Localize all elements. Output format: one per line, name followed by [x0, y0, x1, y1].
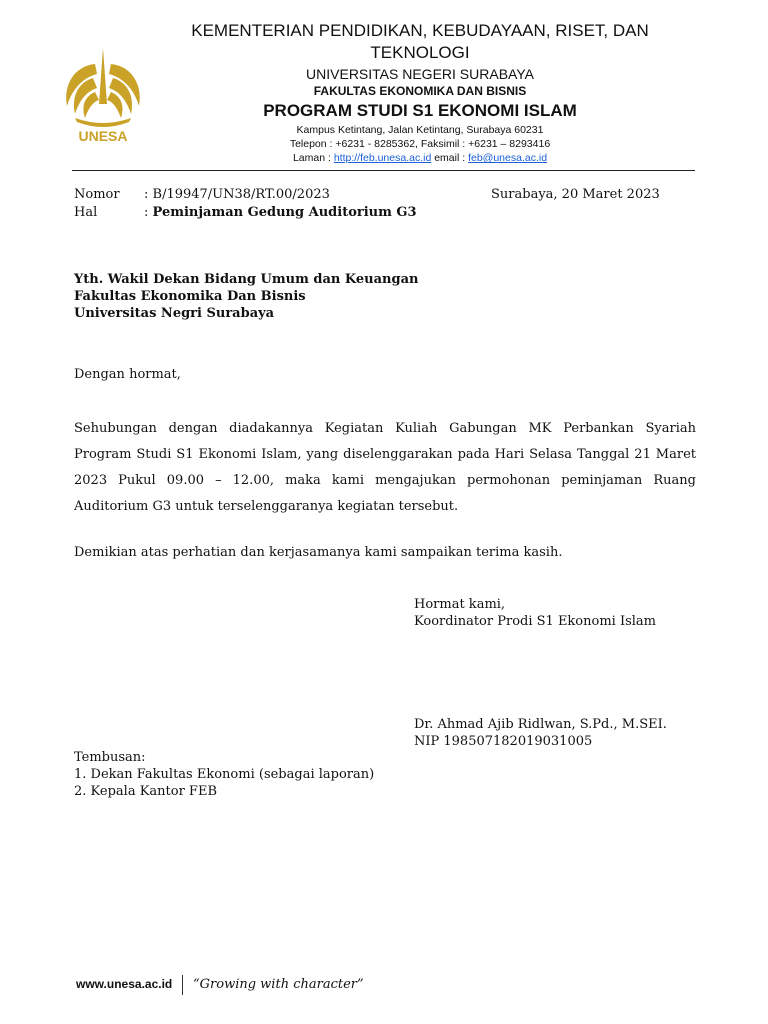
- cc-item: 1. Dekan Fakultas Ekonomi (sebagai laporan): [74, 767, 375, 782]
- recipient-line: Universitas Negri Surabaya: [74, 306, 275, 321]
- closing-paragraph: Demikian atas perhatian dan kerjasamanya kami sampaikan terima kasih.: [74, 545, 563, 560]
- footer-url[interactable]: www.unesa.ac.id: [76, 977, 173, 991]
- hal-line: [144, 204, 417, 222]
- nomor-label: Nomor: [74, 187, 120, 202]
- footer-separator: [182, 975, 183, 995]
- website-link[interactable]: http://feb.unesa.ac.id: [333, 152, 432, 164]
- university-name: UNIVERSITAS NEGERI SURABAYA: [306, 66, 534, 82]
- email-link[interactable]: feb@unesa.ac.id: [468, 152, 548, 164]
- recipient-line: Yth. Wakil Dekan Bidang Umum dan Keuangan: [74, 272, 419, 287]
- unesa-emblem-icon: [55, 44, 151, 144]
- cc-item: 2. Kepala Kantor FEB: [74, 784, 217, 799]
- logo-text: UNESA: [78, 128, 128, 144]
- recipient-line: Fakultas Ekonomika Dan Bisnis: [74, 289, 306, 304]
- regards: Hormat kami,: [414, 597, 506, 612]
- contact-line: [170, 152, 670, 164]
- program-name: PROGRAM STUDI S1 EKONOMI ISLAM: [263, 101, 577, 120]
- address-line: Kampus Ketintang, Jalan Ketintang, Surabaya 60231: [296, 124, 544, 136]
- hal-label: Hal: [74, 205, 98, 220]
- body-paragraph: Sehubungan dengan diadakannya Kegiatan Kuliah Gabungan MK Perbankan Syariah Program Studi S1 Ekonomi Islam, yang diselenggarakan pada Hari Selasa Tanggal 21 Maret 2023 Pukul 09.00 – 12.00, maka kami mengajukan permohonan peminjaman Ruang Auditorium G3 untuk terselenggaranya kegiatan tersebut.: [74, 421, 696, 514]
- cc-label: Tembusan:: [74, 750, 146, 765]
- place-date: Surabaya, 20 Maret 2023: [491, 187, 660, 202]
- email-label: email :: [434, 152, 466, 164]
- hal-separator: :: [144, 205, 153, 220]
- phone-line: Telepon : +6231 - 8285362, Faksimil : +6231 – 8293416: [289, 138, 551, 150]
- nomor-value: : B/19947/UN38/RT.00/2023: [144, 187, 330, 202]
- hal-value: Peminjaman Gedung Auditorium G3: [152, 205, 417, 220]
- greeting: Dengan hormat,: [74, 367, 181, 382]
- footer-tagline: “Growing with character”: [193, 977, 364, 992]
- header-divider: [72, 170, 695, 171]
- laman-label: Laman :: [292, 152, 331, 164]
- faculty-name: FAKULTAS EKONOMIKA DAN BISNIS: [313, 84, 527, 98]
- signer-title: Koordinator Prodi S1 Ekonomi Islam: [414, 614, 656, 629]
- unesa-logo: [55, 44, 151, 144]
- ministry-name: KEMENTERIAN PENDIDIKAN, KEBUDAYAAN, RISET, DAN TEKNOLOGI: [191, 21, 649, 62]
- signer-nip: NIP 198507182019031005: [414, 734, 593, 749]
- signer-name: Dr. Ahmad Ajib Ridlwan, S.Pd., M.SEI.: [414, 717, 667, 732]
